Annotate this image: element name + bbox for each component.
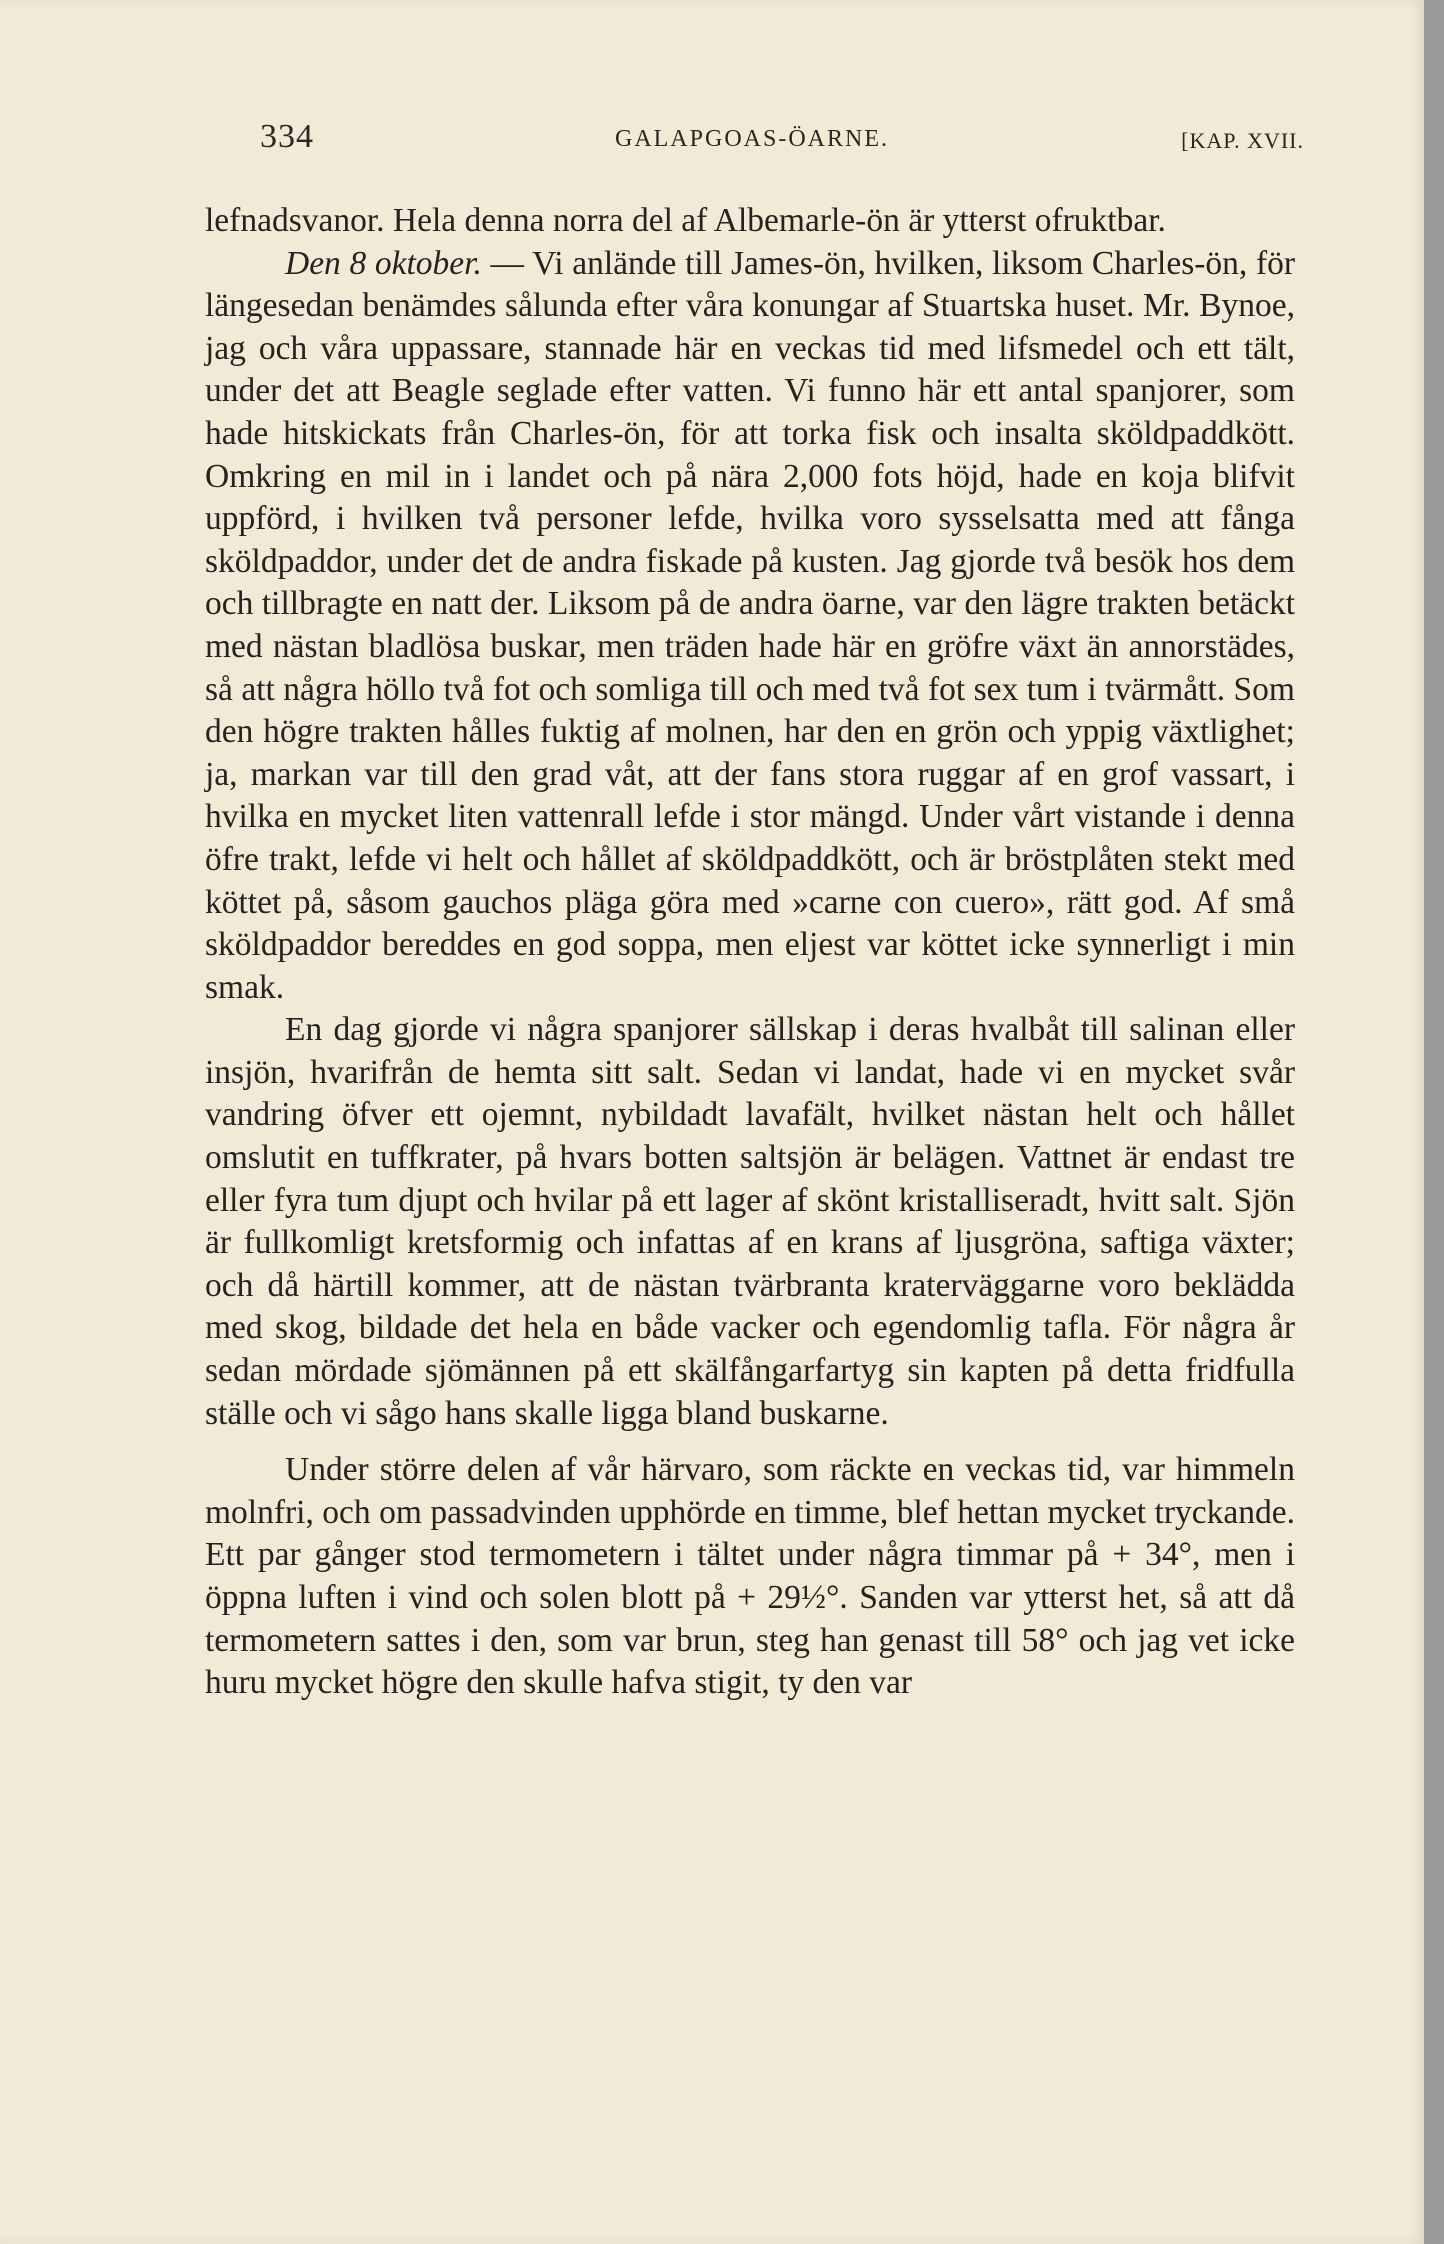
running-head: GALAPGOAS-ÖARNE. bbox=[614, 126, 889, 152]
page-number: 334 bbox=[260, 118, 314, 155]
date-heading: Den 8 oktober. bbox=[285, 244, 482, 282]
paragraph-text: — Vi anlände till James-ön, hvilken, liksom Charles-ön, för längesedan benämdes sålunda efter våra konungar af Stuartska huset. Mr. Bynoe, jag och våra uppassare, stannade här en veckas tid med lifsmedel och ett tält, under det att Beagle seglade efter vatten. Vi funno här ett antal spanjorer, som hade hitskickats från Charles-ön, för att torka fisk och insalta sköldpaddkött. Omkring en mil in i landet och på nära 2,000 fots höjd, hade en koja blifvit uppförd, i hvilken två personer lefde, hvilka voro sysselsatta med att fånga sköldpaddor, under det de andra fiskade på kusten. Jag gjorde två besök hos dem och tillbragte en natt der. Liksom på de andra öarne, var den lägre trakten betäckt med nästan bladlösa buskar, men träden hade här en gröfre växt än annorstädes, så att några höllo två fot och somliga till och med två fot sex tum i tvärmått. Som den högre trakten hålles fuktig af molnen, har den en grön och yppig växtlighet; ja, markan var till den grad våt, att der fans stora ruggar af en grof vassart, i hvilka en mycket liten vattenrall lefde i stor mängd. Under vårt vistande i denna öfre trakt, lefde vi helt och hållet af sköldpaddkött, och är bröstplåten stekt med köttet på, såsom gauchos pläga göra med »carne con cuero», rätt god. Af små sköldpaddor bereddes en god soppa, men eljest var köttet icke synnerligt i min smak. bbox=[205, 244, 1296, 1006]
body-text bbox=[205, 200, 1295, 1705]
paragraph bbox=[205, 200, 1295, 243]
paragraph-text: Under större delen af vår härvaro, som räckte en veckas tid, var himmeln molnfri, och om passadvinden upphörde en timme, blef hettan mycket tryckande. Ett par gånger stod termometern i tältet under några timmar på + 34°, men i öppna luften i vind och solen blott på + 29½°. Sanden var ytterst het, så att då termometern sattes i den, som var brun, steg han genast till 58° och jag vet icke huru mycket högre den skulle hafva stigit, ty den var bbox=[205, 1451, 1295, 1702]
paragraph bbox=[205, 1009, 1295, 1435]
paragraph bbox=[205, 1449, 1295, 1705]
chapter-reference: [KAP. XVII. bbox=[1181, 128, 1304, 153]
paragraph bbox=[205, 243, 1295, 1010]
paragraph-text: En dag gjorde vi några spanjorer sällskap i deras hvalbåt till salinan eller insjön, hvarifrån de hemta sitt salt. Sedan vi landat, hade vi en mycket svår vandring öfver ett ojemnt, nybildadt lavafält, hvilket nästan helt och hållet omslutit en tuffkrater, på hvars botten saltsjön är belägen. Vattnet är endast tre eller fyra tum djupt och hvilar på ett lager af skönt kristalliseradt, hvitt salt. Sjön är fullkomligt kretsformig och infattas af en krans af ljusgröna, saftiga växter; och då härtill kommer, att de nästan tvärbranta kraterväggarne voro beklädda med skog, bildade det hela en både vacker och egendomlig tafla. För några år sedan mördade sjömännen på ett skälfångarfartyg sin kapten på detta fridfulla ställe och vi sågo hans skalle ligga bland buskarne. bbox=[205, 1011, 1295, 1432]
paragraph-text: lefnadsvanor. Hela denna norra del af Albemarle-ön är ytterst ofruktbar. bbox=[205, 202, 1166, 239]
page-header bbox=[200, 118, 1304, 168]
